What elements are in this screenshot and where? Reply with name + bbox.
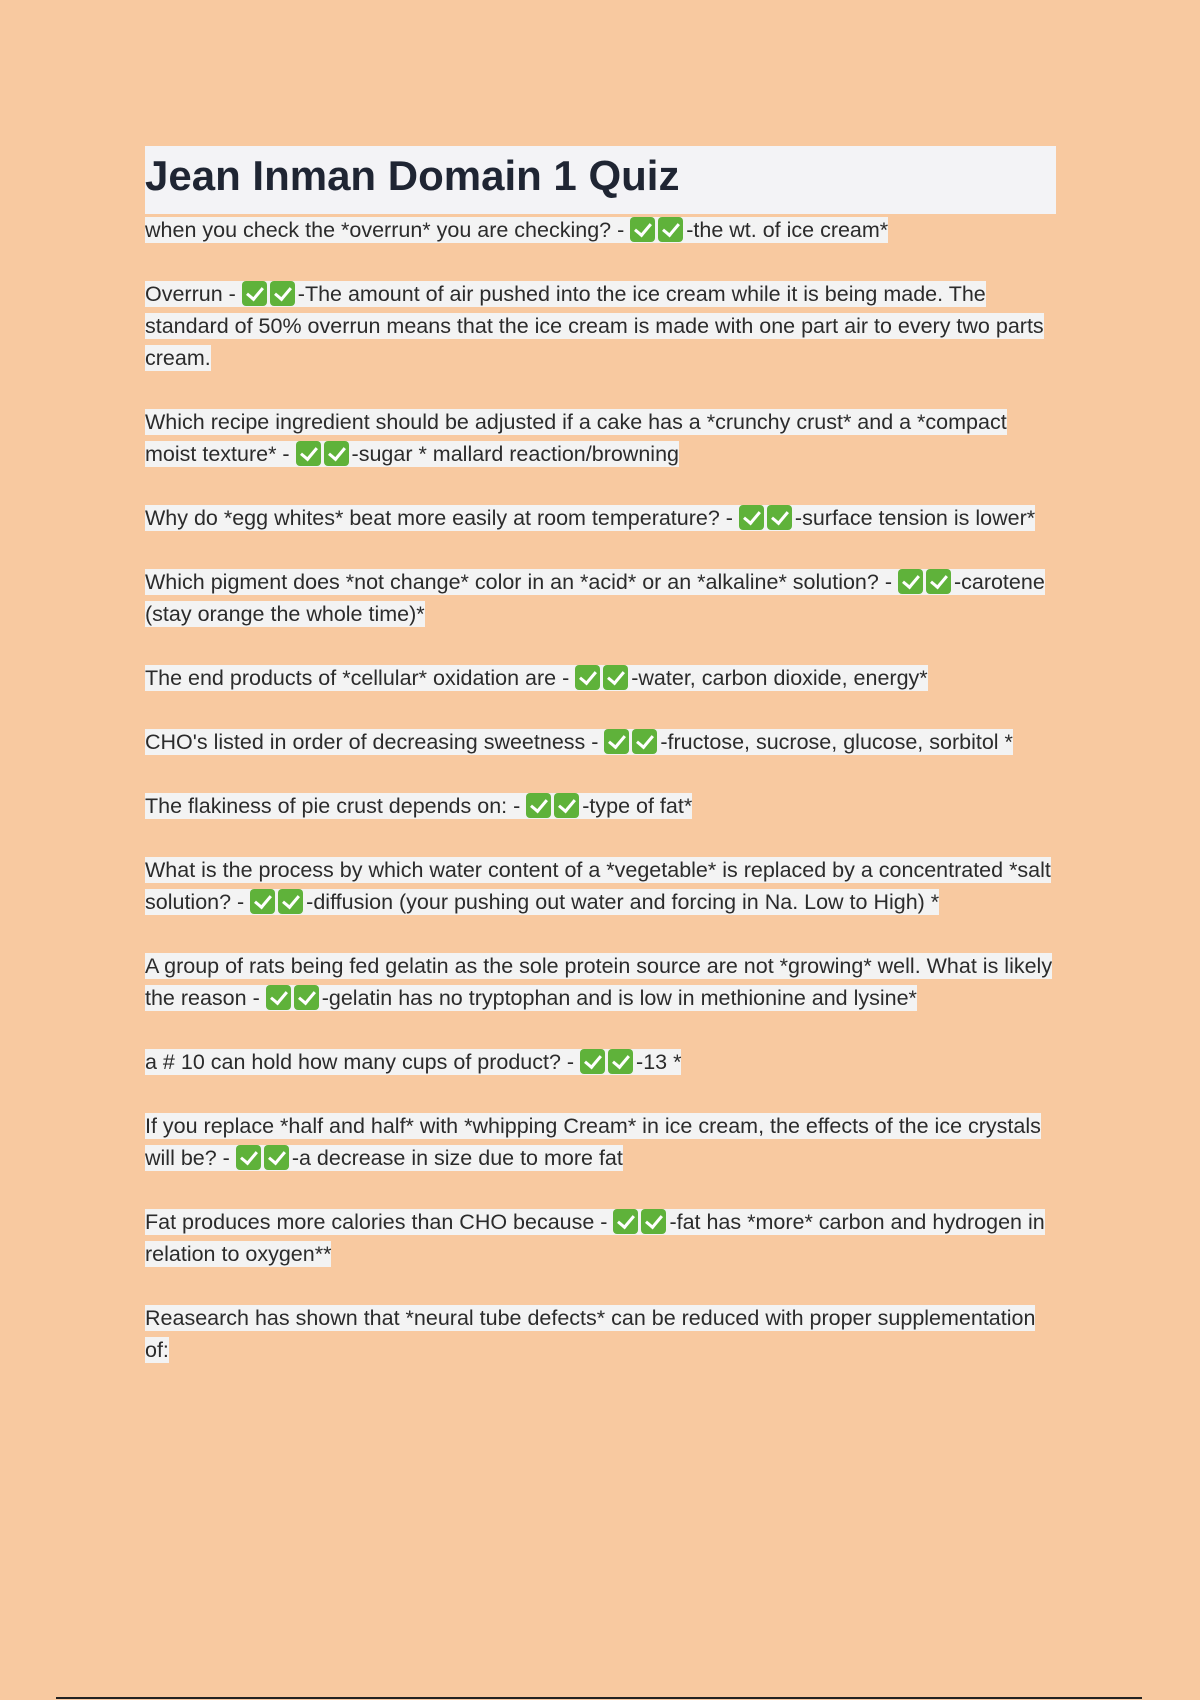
check-icon xyxy=(767,505,792,530)
qa-text xyxy=(145,793,692,819)
qa-text xyxy=(145,729,1013,755)
list-item xyxy=(145,214,1055,246)
title-banner xyxy=(145,146,1056,214)
qa-text xyxy=(145,1049,681,1075)
document-page xyxy=(145,146,1055,1366)
check-icon xyxy=(739,505,764,530)
check-icon xyxy=(658,217,683,242)
page-bottom-divider xyxy=(56,1697,1142,1699)
answer-text: -The amount of air pushed into the ice cream while it is being made. The standard of 50% overrun means that the ice cream is made with one part air to every two parts cream. xyxy=(145,282,1044,370)
qa-text xyxy=(145,953,1052,1011)
list-item xyxy=(145,278,1055,374)
check-icon xyxy=(604,729,629,754)
list-item xyxy=(145,662,1055,694)
check-icon xyxy=(250,889,275,914)
list-item xyxy=(145,854,1055,918)
answer-text: -sugar * mallard reaction/browning xyxy=(351,442,679,466)
answer-text: -water, carbon dioxide, energy* xyxy=(631,666,928,690)
qa-text xyxy=(145,1113,1041,1171)
question-text: Which recipe ingredient should be adjusted if a cake has a *crunchy crust* and a *compact moist texture* - xyxy=(145,410,1007,466)
check-icon xyxy=(580,1049,605,1074)
question-text: CHO's listed in order of decreasing sweetness - xyxy=(145,730,605,754)
question-text: Which pigment does *not change* color in an *acid* or an *alkaline* solution? - xyxy=(145,570,898,594)
page-title: Jean Inman Domain 1 Quiz xyxy=(145,152,680,199)
question-text: A group of rats being fed gelatin as the sole protein source are not *growing* well. What is likely the reason - xyxy=(145,954,1053,1010)
qa-text xyxy=(145,1305,1035,1363)
qa-list xyxy=(145,214,1055,1366)
answer-text: -diffusion (your pushing out water and forcing in Na. Low to High) * xyxy=(306,890,940,914)
list-item xyxy=(145,1302,1055,1366)
answer-text: -the wt. of ice cream* xyxy=(686,218,889,242)
question-text: The end products of *cellular* oxidation are - xyxy=(145,666,576,690)
answer-text: -fructose, sucrose, glucose, sorbitol * xyxy=(660,730,1013,754)
list-item xyxy=(145,790,1055,822)
check-icon xyxy=(278,889,303,914)
list-item xyxy=(145,1046,1055,1078)
question-text: What is the process by which water content of a *vegetable* is replaced by a concentrated *salt solution? - xyxy=(145,858,1051,914)
question-text: Fat produces more calories than CHO because - xyxy=(145,1210,614,1234)
check-icon xyxy=(266,985,291,1010)
list-item xyxy=(145,1110,1055,1174)
answer-text: -surface tension is lower* xyxy=(794,506,1036,530)
list-item xyxy=(145,950,1055,1014)
question-text: The flakiness of pie crust depends on: - xyxy=(145,794,527,818)
answer-text: -fat has *more* carbon and hydrogen in relation to oxygen** xyxy=(145,1210,1045,1266)
check-icon xyxy=(236,1145,261,1170)
question-text: If you replace *half and half* with *whipping Cream* in ice cream, the effects of the ice crystals will be? - xyxy=(145,1114,1041,1170)
qa-text xyxy=(145,857,1051,915)
check-icon xyxy=(324,441,349,466)
check-icon xyxy=(926,569,951,594)
check-icon xyxy=(630,217,655,242)
check-icon xyxy=(294,985,319,1010)
check-icon xyxy=(613,1209,638,1234)
answer-text: -carotene (stay orange the whole time)* xyxy=(145,570,1045,626)
list-item xyxy=(145,726,1055,758)
check-icon xyxy=(641,1209,666,1234)
check-icon xyxy=(575,665,600,690)
answer-text: -gelatin has no tryptophan and is low in methionine and lysine* xyxy=(321,986,917,1010)
check-icon xyxy=(603,665,628,690)
question-text: Overrun - xyxy=(145,282,242,306)
qa-text xyxy=(145,217,888,243)
answer-text: -13 * xyxy=(636,1050,682,1074)
check-icon xyxy=(898,569,923,594)
list-item xyxy=(145,406,1055,470)
check-icon xyxy=(296,441,321,466)
list-item xyxy=(145,1206,1055,1270)
answer-text: -type of fat* xyxy=(582,794,693,818)
qa-text xyxy=(145,281,1044,371)
answer-text: -a decrease in size due to more fat xyxy=(291,1146,623,1170)
question-text: Why do *egg whites* beat more easily at room temperature? - xyxy=(145,506,739,530)
check-icon xyxy=(270,281,295,306)
qa-text xyxy=(145,409,1007,467)
check-icon xyxy=(608,1049,633,1074)
check-icon xyxy=(632,729,657,754)
check-icon xyxy=(554,793,579,818)
question-text: when you check the *overrun* you are checking? - xyxy=(145,218,631,242)
qa-text xyxy=(145,665,928,691)
list-item xyxy=(145,566,1055,630)
check-icon xyxy=(264,1145,289,1170)
question-text: a # 10 can hold how many cups of product? - xyxy=(145,1050,581,1074)
list-item xyxy=(145,502,1055,534)
qa-text xyxy=(145,569,1045,627)
qa-text xyxy=(145,1209,1045,1267)
question-text: Reasearch has shown that *neural tube defects* can be reduced with proper supplementation of: xyxy=(145,1306,1036,1362)
check-icon xyxy=(242,281,267,306)
check-icon xyxy=(526,793,551,818)
qa-text xyxy=(145,505,1035,531)
